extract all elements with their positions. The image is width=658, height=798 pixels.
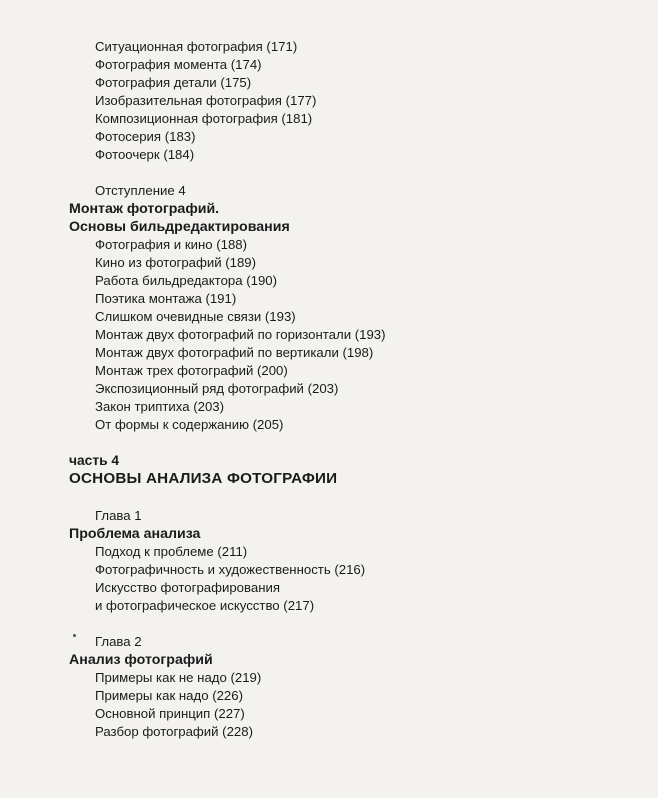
toc-entry: Примеры как надо (226) [95, 688, 243, 703]
chapter-label: Глава 1 [95, 508, 142, 523]
toc-entry: Фотография и кино (188) [95, 237, 248, 252]
chapter-label: Глава 2 [95, 634, 142, 649]
section-title: Основы бильдредактирования [69, 219, 290, 235]
toc-entry: Фотография детали (175) [95, 75, 252, 90]
digression-label: Отступление 4 [95, 183, 186, 198]
toc-entry: Поэтика монтажа (191) [95, 291, 237, 306]
part-title: ОСНОВЫ АНАЛИЗА ФОТОГРАФИИ [69, 470, 338, 487]
toc-entry: Монтаж двух фотографий по горизонтали (193) [95, 327, 386, 342]
toc-entry: Работа бильдредактора (190) [95, 273, 278, 288]
toc-entry: Изобразительная фотография (177) [95, 93, 317, 108]
toc-entry: Основной принцип (227) [95, 706, 245, 721]
chapter-title: Проблема анализа [69, 526, 201, 542]
part-label: часть 4 [69, 453, 120, 468]
toc-entry: Закон триптиха (203) [95, 399, 225, 414]
toc-entry: Композиционная фотография (181) [95, 111, 313, 126]
toc-entry: От формы к содержанию (205) [95, 417, 284, 432]
toc-entry: Фотография момента (174) [95, 57, 262, 72]
toc-entry: Ситуационная фотография (171) [95, 39, 298, 54]
toc-entry: Экспозиционный ряд фотографий (203) [95, 381, 339, 396]
chapter-title: Анализ фотографий [69, 652, 213, 668]
toc-entry: Фотоочерк (184) [95, 147, 195, 162]
toc-entry: Слишком очевидные связи (193) [95, 309, 296, 324]
toc-entry: Искусство фотографирования [95, 580, 280, 595]
toc-entry: Примеры как не надо (219) [95, 670, 262, 685]
toc-entry: Разбор фотографий (228) [95, 724, 253, 739]
print-speck [73, 634, 76, 637]
toc-entry: Кино из фотографий (189) [95, 255, 257, 270]
toc-entry: и фотографическое искусство (217) [95, 598, 315, 613]
toc-entry: Подход к проблеме (211) [95, 544, 248, 559]
toc-entry: Монтаж трех фотографий (200) [95, 363, 288, 378]
section-title: Монтаж фотографий. [69, 201, 220, 217]
toc-entry: Фотографичность и художественность (216) [95, 562, 366, 577]
toc-entry: Монтаж двух фотографий по вертикали (198) [95, 345, 374, 360]
toc-entry: Фотосерия (183) [95, 129, 196, 144]
